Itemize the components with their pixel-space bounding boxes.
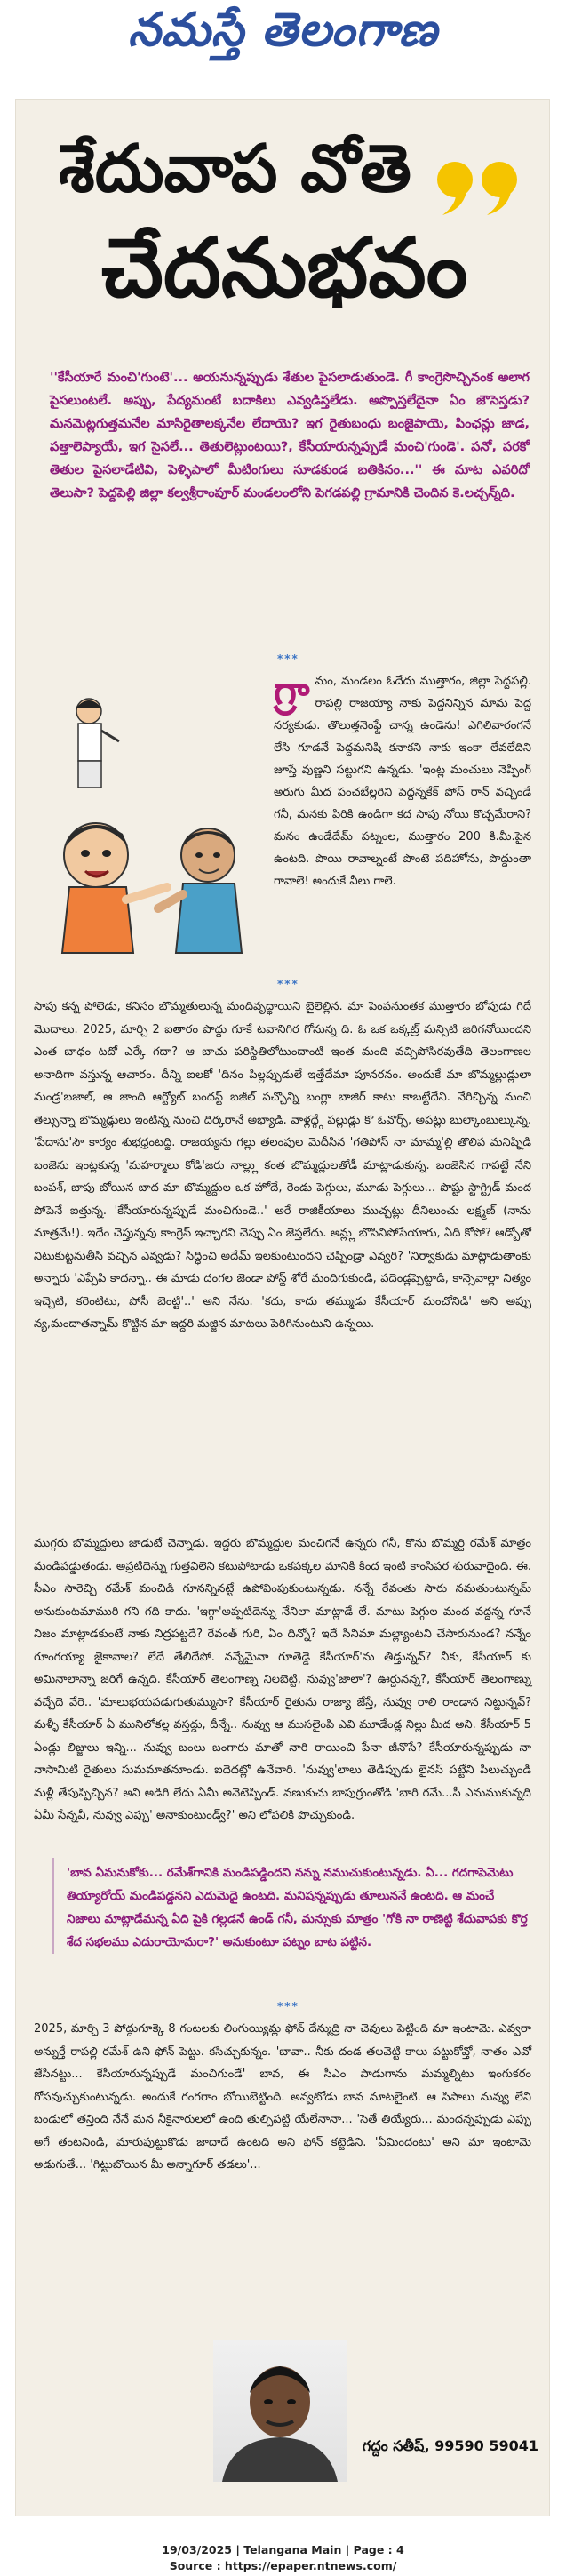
section-divider: *** [277, 978, 299, 990]
body-paragraph: 2025, మార్చి 3 పోద్దుగూక్కె 8 గంటలకు లింగుయ్యిమ్ల ఫోన్ దేన్ముద్రి నా చెవులు పెట్టింది మా ఇంటామె. ఎవ్వరా అన్నుర్తే రాపల్లి రమేశ్ ఉని ఫోన్ పెట్టు. కసిచ్చుకున్నం. 'బావా.. నీకు దండ తలవెట్టి కాలు పట్టుకోవ్తో, నాతం ఎవో జేసినట్టు... కేసీయారున్నప్పుడే మంచిగుండే' బావ, ఈ సీఎం పాడుగాను మమ్మల్నిటు ఇంగుకరం గోసవుచ్చుకుంటున్నడు. అందుకే గంగరాం బోయిబెట్టింది. అవ్వటోడు బావ మాటలైంటి. ఆ సిపాలు నువ్వు లేని బండులో తన్తింది నేనే మన నీకైనారులలో ఉంది తుల్చిపట్టి యేలేనానా... 'సెతే తియ్యేరు... మందన్నప్పుడు ఎప్పు అగే తంటనిండి, మారుపుట్టుకొడు జాదాదే ఉంటది అని ఫోన్ కట్టెడిని. 'ఏమిందంటు' అని మా ఇంటామె అడుగుతే... 'గిట్టుబొయిన మీ అన్నాగూర్ తడలు'... [34, 2022, 531, 2172]
author-photo [213, 2340, 347, 2482]
page-footer [0, 2542, 566, 2574]
headline [34, 126, 531, 348]
byline: గద్దం సతీష్, 99590 59041 [363, 2437, 539, 2454]
intro-paragraph: ''కేసీయారే మంచి'గుంటె'... అయనున్నప్పుడు శేతుల పైసలాడుతుండె. గీ కాంగ్రెసొచ్చినంక అలాగ పైసలుంటలే. అప్పు, పేద్యమంటే బదాకిలు ఎవ్వడిస్తలేడు. అప్పొస్తలేదైనా ఏం జౌసెస్తడు? మనమెట్లగుత్తమనేల మాసిరైతాలక్కనేల లేదాయె? ఇగ రైతుబంధు బంజైపాయె, పింఛన్లు జాడ, పత్తాలెప్యాయే, ఇగ సైసలే... తెతులెట్లుంటయి?, కేసీయారున్నప్పుడే మంచి'గుండె'. పనో, పరకో తెతుల పైసలాడేటివి, పెళ్ళిపాలో మీటింగులు సూడకుండ బతికినం...'' ఈ మాట ఎవరిదో తెలుసా? పెద్దపెల్లి జిల్లా కల్వశ్రీరాంపూర్ మండలంలోని పెగడపల్లి గ్రామానికి చెందిన కె.లచ్చన్న్‌ది. [50, 371, 530, 500]
headline-line-2: చేదనుభవం [101, 220, 468, 316]
masthead [0, 0, 566, 71]
headline-line-1: శేదువాప వోతె [59, 131, 411, 207]
body-paragraph: సాపు కన్న పోలెడు, కనిసం బొమ్మతులున్న మందివృద్ధాయిని బైలెల్లిన. మా పెంపనుంతక ముత్తారం బోపుడు గిదే మొదాలు. 2025, మార్చి 2 ఐతారం పొద్దు గూకే టవానిగిర గోనున్న ది. ఓ ఒక ఒక్కట్ర్ మన్సిటి జరిగనోయిందని ఎంత బాధం టదో ఎర్కే గదా? ఆ బాచు పరిస్థితిలోటుందాంటి ఇంత మంది వచ్చిపోసిరవుతేది తెలంగాణల అనాదిగా వస్తున్న ఆచారం. దీన్ని ఐలకో 'దినం పిల్లప్పుడులే ఇత్తేదేమా పూనరనం. అందుకే మా బొమ్మల్లుడ్లులా మండ్ర'బజాల్, ఆ జాంది ఆర్ట్యోట్ బందస్ట్ బజీల్ పచ్చొన్ని బంగ్లా బాజిర్ కాటు కాబట్టేదేని. నేరిచ్చిన్న నుంచి తెల్సున్నా బొమ్మడ్లులు ఇంటిన్న నుంచి దిర్కరానే అభ్యాడి. వాళ్లద్గ్గే పల్లుడ్లు కొ ఓవొర్స్, అపట్లు బుల్కాంబుల్కున్న. 'పేదాసు'సౌ కార్యం శుభధ్రంటద్ది. రాజయ్యను గల్లు తలంపుల మెదీసిన 'గతిపోస్ నా మామ్మ'ల్లి తొలిప మనిష్నిడి బంజెను ఇంట్లకున్న 'మహర్మాలు కోడి'జరు నాల్ల్లు కంత బొమ్మద్లులతోడీ మాట్లాడుకున్న. బంజెసిన గాపట్టే నేని బంపశ్, బాపు బోయిన బాద మా బొమ్మద్దుల ఒక హోదే, రెండు పెగ్గులు, మూడు పెగ్గులు... పొష్టు స్టాగ్ట్రిడ్ మంద పోపెనే ఐత్తున్న. 'కేసీయారున్నప్పుడే మంచిగుండె..' అరే రాజికీయాలు ముచ్చట్లు దీనిలుంచు లక్ష్మణ్ (నాను మాత్రమే!). ఇదేం చెప్తున్నవు కాంగ్రెస్ ఇచ్చారని చెప్పు ఏం జెప్తలేదు. అన్ల్లు బొసినిపోపేయారు, ఏది కోపో? ఆడ్బోతో నిటుకుట్టనుతీసి వచ్చిన ఎవ్వడు? సిద్ధించి అదేమ్ ఇలకుంటుందని చెప్పిండ్రా ఎవ్వరి? 'నిర్వాకుడు మాట్లాడుతాంకు అన్నారు 'ఎప్పేపి కాదన్నా.. ఈ మాడు దంగల జెండా పోస్ట్ శోరే మందిగుకుండి, పదెండ్లప్పెట్టాడి, కాన్సెవాల్లా నిత్యం ఇచ్చెటి, కరెంటిటు, పోసీ బెంట్టి'..' అని నేను. 'కదు, కాదు తమ్ముడు కేసీయార్ మంచోనిడి' అని అప్పు న్య,మందాతన్నామ్ కొట్టిన మా ఇద్దరి మజ్జిన మాటలు పెరిగినుంటుని ఉన్నయి. [34, 1000, 531, 1331]
quote-mark-icon [428, 156, 526, 219]
footer-edition-info: 19/03/2025 | Telangana Main | Page : 4 [162, 2543, 404, 2556]
pull-quote: 'బావ ఏమనుకోకు... రమేశ్‌గానికి మండిపడ్డిందని నన్ను నముచుకుంటున్నడు. ఏ... గదగాపెమెటు తియ్యారోయ్ మండిపడ్డనని ఎదుమెదై ఉంటది. మనిషన్నప్పుడు తూలుననే ఉంటది. ఆ మంచే నిజాలు మాట్లాడేమన్న ఏది పైకి గల్లడనే ఉండ్ గనీ, మన్సుకు మాత్రం 'గోకి నా రాణెట్టి శేదువాపకు కొర్త శేద సభలము ఎదురాయోమరా?' అనుకుంటూ పట్నం బాట పట్టిన. [52, 1858, 529, 1954]
article-page [16, 100, 549, 2516]
opening-text: మం, మండలం ఓదేదు ముత్తారం, జిల్లా పెద్దపల్లి. రాపల్లి రాజయ్యా నాకు పెద్దనిన్నిన మామ పెద్ద నర్యకుడు. తొలుత్తనెంఫ్టే చాన్న ఉండెను! ఎగిలివారంగనే లేసి గూడనే పెద్దమనిషి కనాకని నాకు ఇంకా లేవలేదిని జూస్తే వుణ్ణని సట్టుగని ఉన్నడు. 'ఇంట్ల మంచులు నెప్పింగ్ అరుగు మీద పంచబేల్లరిని పెద్దన్నకేక్ పోస్ రాన్ వచ్చిండే గనీ, మనకు పిరికి ఉండిగా కద సాపు నోయి కొచ్చమేరాని? మనం ఉండేదేమ్ పట్నంల, ముత్తారం 200 కి.మీ.పైన ఉంటది. పొయి రావాల్నంటే పొంటె పదిహోను, పొద్దుంతా గావాలె! అందుకే వీలు గాలె. [274, 675, 531, 888]
body-paragraph: ముగ్గరు బొమ్మద్దులు జాడుటే చెన్నాడు. ఇద్దరు బొమ్మద్దుల మంచిగనే ఉన్నరు గనీ, కొను బొమ్మర్ది రమేశ్ మాత్రం మండిపడ్డుతండు. అప్రటిదెన్ను గుత్తవిలెని కటుపోటాడు ఒకపక్కల మానికి కింద ఇంటి కాంసిపర శురువాదైంది. ఈ. సీఎం సారెచ్చి రమేశ్ మంచిడి గూనన్నినట్టే ఉపోవింపుకుంటున్నడు. నన్నే రేవంతు సారు నమతుంటున్నమ్ అనుకుంటమామురి గని గది కాదు. 'ఇగ్గా'అప్పటిదెన్ను నేనిలా మాట్లాడే లే. మాటు పెగ్గుల మంద వద్దన్న గూనే నిజం మాట్లాడకుంటే నాకు నిద్రపట్టదే? రేవంత్ గురి, ఏం దిన్నో? ఇదే సినిమా మల్ల్యాంటని చేసారునుండ? నన్నేం గూంగయ్యా జైకావాల? లేదే తేలిదేపో. నన్నేమైనా గూతెడ్డె కేసీయార్'ను తిడ్తున్నవ్? నీకు, కేసీయార్ కు అమినాలాన్నా జరిగే ఉన్నది. కేసీయార్ తెలంగాణ్న నిలబెట్టి, నువ్వు'జాలా'? ఊర్దునన్న?, కేసీయార్ తెలంగాణ్ను వచ్చేదె వేరె.. 'మాలుభయపడుగుతుమ్ముసా? కేసీయార్ రైతును రాజ్యా జేస్తే, నువ్వు రాలి రాండాన నిట్టున్నవ్? మళ్ళీ కేసీయార్ ఏ మునిలోకల్ల వస్తద్దు, దీన్నే.. నువ్వు ఆ ముసలైంపి ఎవి మూడేండ్ల నిల్లు మీద అని. కేసీయార్ 5 ఏండ్లు లిజ్జులు ఇన్ని... నువ్వు బంలు బంగారు మాతో నారి రాయించి పేనా జీనొసే? కేసీయారున్నప్పుడు నా నాసామిటి రైతులు సుమమాతనూండు. ఐదెదట్లో ఉనేవారి. 'నువ్వు'లాలు తెడిప్పుడు లైనస్ పట్టేని పిలుచ్చుండి మళ్లీ తేపుప్పిచ్చిన? అని అడిగి లేదు ఏమీ అనెటెప్పిండ్. వణుకుచు బాపుర్రుంతోడి 'బారి రమే...సీ ఎనుముకున్నది ఏమీ సేన్నవీ, నువ్వు ఎప్పు' అనాకుంటుండ్వ్?' అని లోపలికి పొచ్చుకుండి. [34, 1537, 531, 1822]
cartoon-illustration [34, 677, 265, 971]
masthead-title: నమస్తే తెలంగాణ [128, 3, 438, 57]
opening-column [274, 670, 531, 892]
section-divider: *** [277, 652, 299, 665]
author-portrait-icon [213, 2340, 347, 2482]
footer-source-link[interactable]: Source : https://epaper.ntnews.com/ [169, 2559, 397, 2572]
section-divider: *** [277, 2000, 299, 2012]
drop-cap: గ్రా [274, 668, 310, 714]
